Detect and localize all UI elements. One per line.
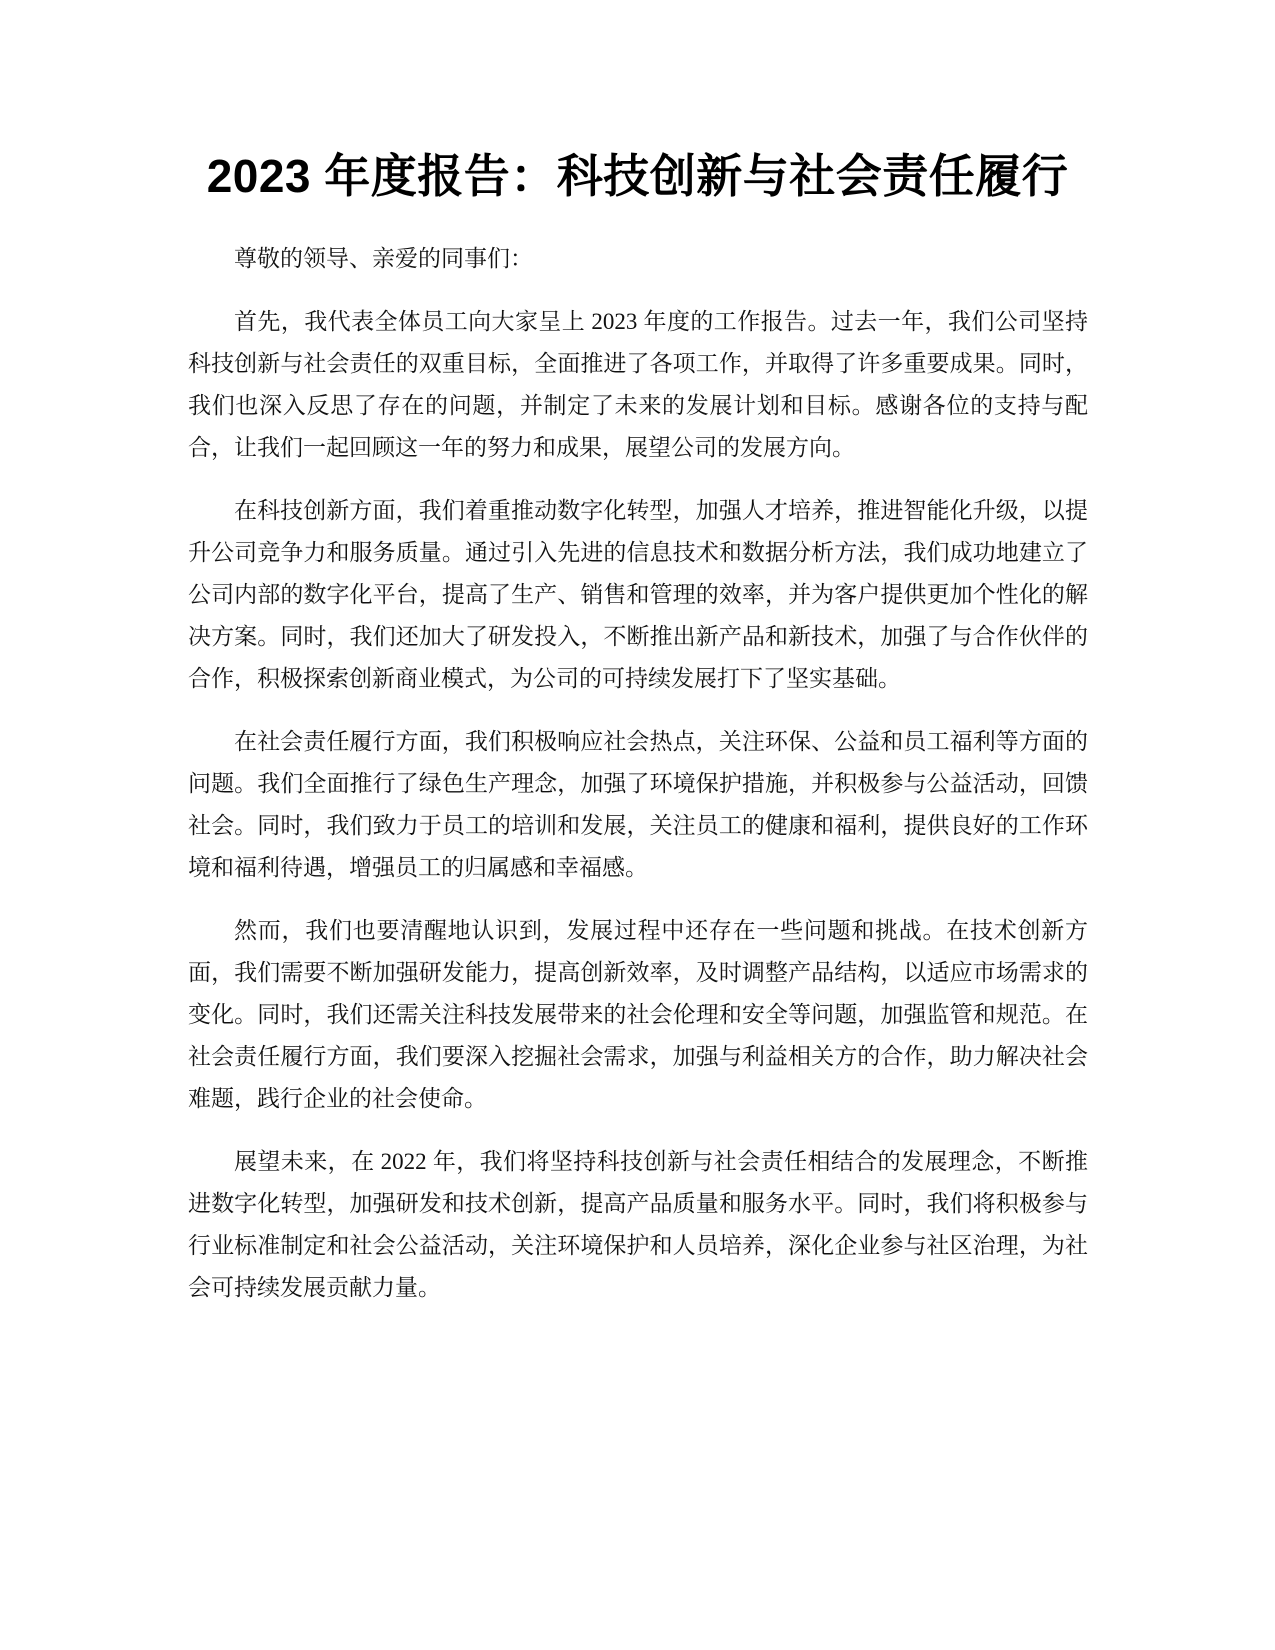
challenges-paragraph: 然而，我们也要清醒地认识到，发展过程中还存在一些问题和挑战。在技术创新方面，我们需要不断加强研发能力，提高创新效率，及时调整产品结构，以适应市场需求的变化。同时，我们还需关注科技发展带来的社会伦理和安全等问题，加强监管和规范。在社会责任履行方面，我们要深入挖掘社会需求，加强与利益相关方的合作，助力解决社会难题，践行企业的社会使命。 bbox=[188, 918, 1088, 1111]
document-title: 2023 年度报告：科技创新与社会责任履行 bbox=[206, 150, 1069, 202]
tech-innovation-paragraph: 在科技创新方面，我们着重推动数字化转型，加强人才培养，推进智能化升级，以提升公司竞争力和服务质量。通过引入先进的信息技术和数据分析方法，我们成功地建立了公司内部的数字化平台，提高了生产、销售和管理的效率，并为客户提供更加个性化的解决方案。同时，我们还加大了研发投入，不断推出新产品和新技术，加强了与合作伙伴的合作，积极探索创新商业模式，为公司的可持续发展打下了坚实基础。 bbox=[188, 498, 1088, 691]
salutation-paragraph: 尊敬的领导、亲爱的同事们： bbox=[234, 246, 533, 271]
document-body bbox=[188, 238, 1088, 1330]
social-responsibility-paragraph: 在社会责任履行方面，我们积极响应社会热点，关注环保、公益和员工福利等方面的问题。我们全面推行了绿色生产理念，加强了环境保护措施，并积极参与公益活动，回馈社会。同时，我们致力于员工的培训和发展，关注员工的健康和福利，提供良好的工作环境和福利待遇，增强员工的归属感和幸福感。 bbox=[188, 729, 1088, 880]
outlook-paragraph: 展望未来，在 2022 年，我们将坚持科技创新与社会责任相结合的发展理念，不断推进数字化转型，加强研发和技术创新，提高产品质量和服务水平。同时，我们将积极参与行业标准制定和社会公益活动，关注环境保护和人员培养，深化企业参与社区治理，为社会可持续发展贡献力量。 bbox=[188, 1149, 1088, 1300]
intro-paragraph: 首先，我代表全体员工向大家呈上 2023 年度的工作报告。过去一年，我们公司坚持科技创新与社会责任的双重目标，全面推进了各项工作，并取得了许多重要成果。同时，我们也深入反思了存在的问题，并制定了未来的发展计划和目标。感谢各位的支持与配合，让我们一起回顾这一年的努力和成果，展望公司的发展方向。 bbox=[188, 309, 1088, 460]
